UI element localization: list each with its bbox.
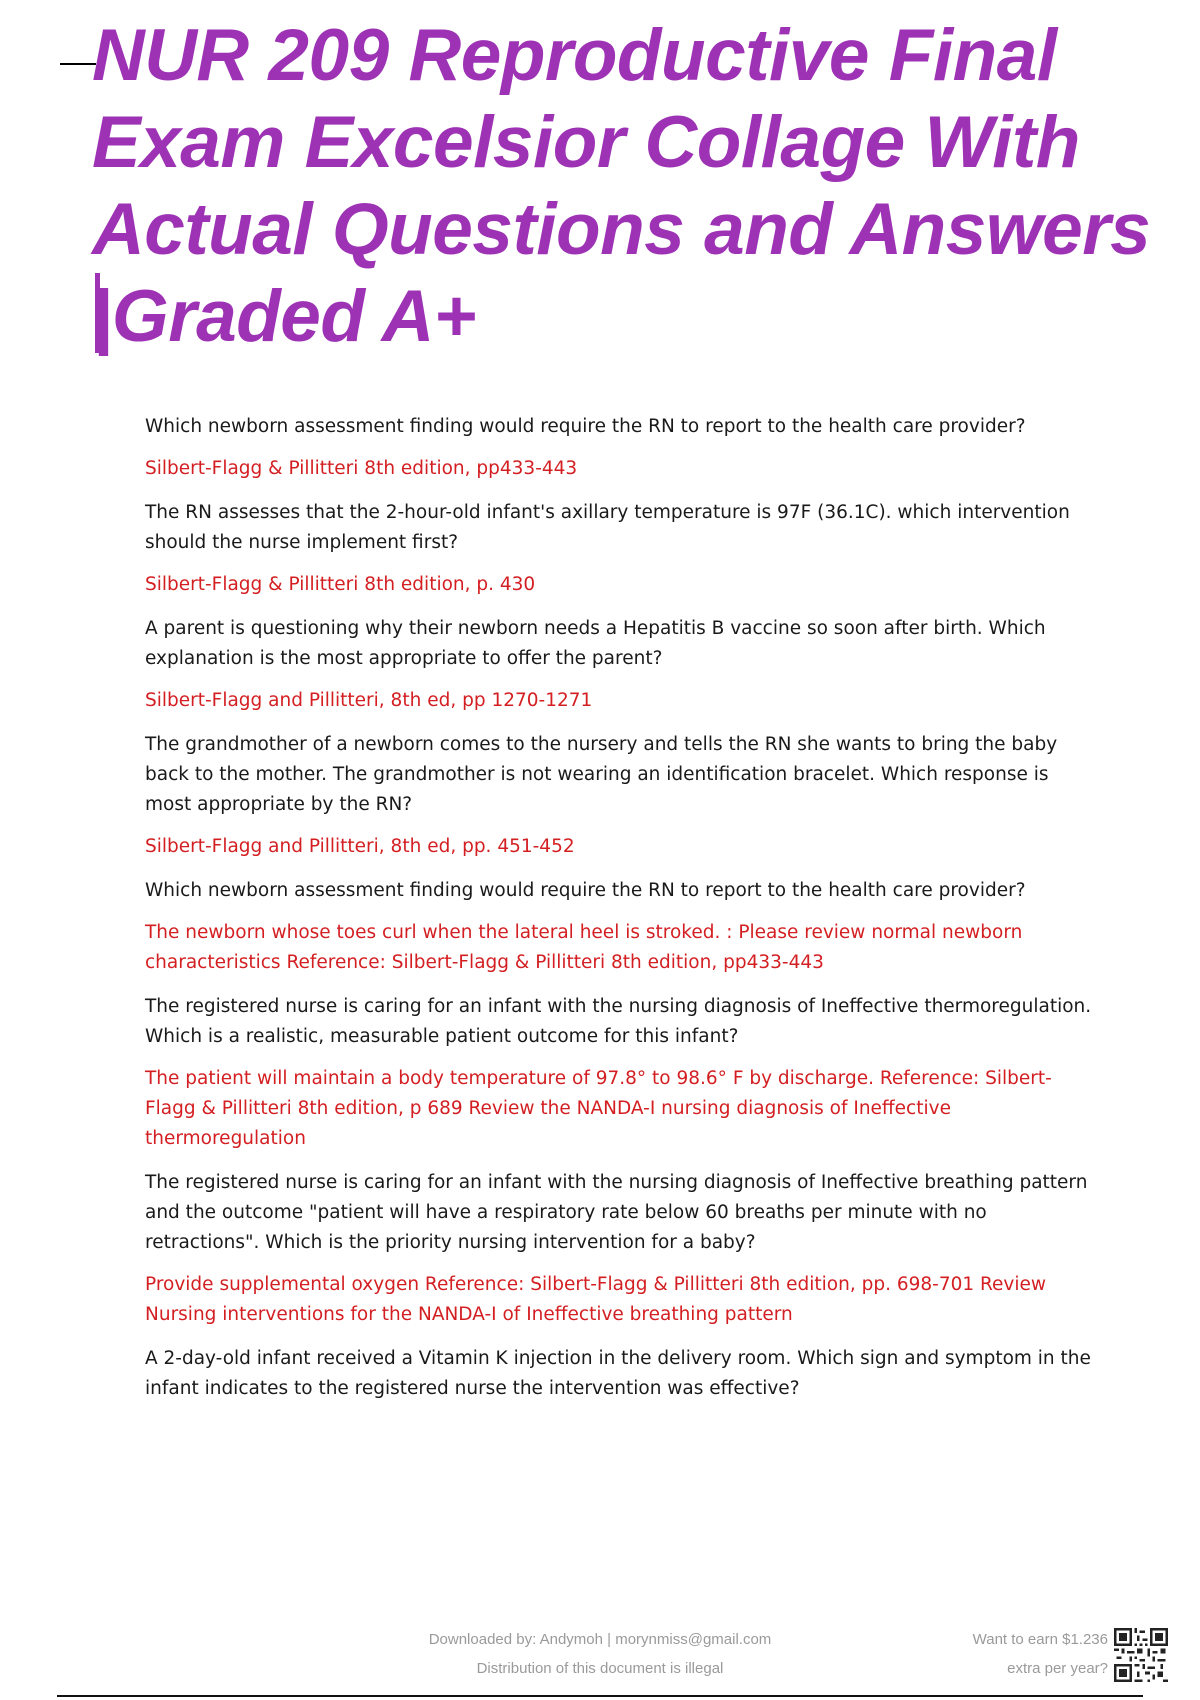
answer-text: The patient will maintain a body temperature of 97.8° to 98.6° F by discharge. Reference: Silbert-Flagg & Pillitteri 8th edition, p 689 Review the NANDA-I nursing diagnosis of Ineffective thermoregulation: [145, 1068, 1052, 1149]
qa-item: [145, 614, 1095, 716]
qa-list: [145, 412, 1095, 1418]
answer-text: Silbert-Flagg and Pillitteri, 8th ed, pp 1270-1271: [145, 690, 593, 711]
question-text: The registered nurse is caring for an infant with the nursing diagnosis of Ineffective breathing pattern and the outcome "patient will have a respiratory rate below 60 breaths per minute with no retractions". Which is the priority nursing intervention for a baby?: [145, 1172, 1088, 1253]
qa-item: [145, 412, 1095, 484]
qa-item: [145, 498, 1095, 600]
promo-text[interactable]: [973, 1625, 1108, 1683]
qa-item: [145, 876, 1095, 978]
answer-text: Provide supplemental oxygen Reference: Silbert-Flagg & Pillitteri 8th edition, pp. 698-701 Review Nursing interventions for the NANDA-I of Ineffective breathing pattern: [145, 1274, 1047, 1325]
qa-item: [145, 730, 1095, 862]
question-text: The RN assesses that the 2-hour-old infant's axillary temperature is 97F (36.1C). which intervention should the nurse implement first?: [145, 502, 1070, 553]
qa-item: [145, 1344, 1095, 1404]
qa-item: [145, 1168, 1095, 1330]
answer-text: The newborn whose toes curl when the lateral heel is stroked. : Please review normal newborn characteristics Reference: Silbert-Flagg & Pillitteri 8th edition, pp433-443: [145, 922, 1023, 973]
question-text: Which newborn assessment finding would require the RN to report to the health care provider?: [145, 416, 1026, 437]
promo-line-1[interactable]: Want to earn $1.236: [972, 1631, 1108, 1648]
answer-text: Silbert-Flagg and Pillitteri, 8th ed, pp. 451-452: [145, 836, 575, 857]
qr-code-icon[interactable]: [1114, 1628, 1168, 1682]
distribution-notice: Distribution of this document is illegal: [476, 1660, 724, 1677]
question-text: The grandmother of a newborn comes to the nursery and tells the RN she wants to bring the baby back to the mother. The grandmother is not wearing an identification bracelet. Which response is most appropriate by the RN?: [145, 734, 1058, 815]
question-text: Which newborn assessment finding would require the RN to report to the health care provider?: [145, 880, 1026, 901]
title-dash: [60, 63, 96, 65]
document-title: NUR 209 Reproductive Final Exam Excelsior Collage With Actual Questions and Answers |Graded A+: [92, 15, 1151, 357]
downloaded-by-text: Downloaded by: Andymoh | morynmiss@gmail.com: [428, 1631, 772, 1648]
answer-text: Silbert-Flagg & Pillitteri 8th edition, p. 430: [145, 574, 536, 595]
download-notice: [340, 1625, 860, 1683]
page-bottom-rule: [57, 1695, 1143, 1697]
promo-line-2[interactable]: extra per year?: [1007, 1660, 1108, 1677]
question-text: A 2-day-old infant received a Vitamin K injection in the delivery room. Which sign and symptom in the infant indicates to the registered nurse the intervention was effective?: [145, 1348, 1091, 1399]
qa-item: [145, 992, 1095, 1154]
question-text: A parent is questioning why their newborn needs a Hepatitis B vaccine so soon after birth. Which explanation is the most appropriate to offer the parent?: [145, 618, 1046, 669]
question-text: The registered nurse is caring for an infant with the nursing diagnosis of Ineffective thermoregulation. Which is a realistic, measurable patient outcome for this infant?: [145, 996, 1092, 1047]
answer-text: Silbert-Flagg & Pillitteri 8th edition, pp433-443: [145, 458, 578, 479]
